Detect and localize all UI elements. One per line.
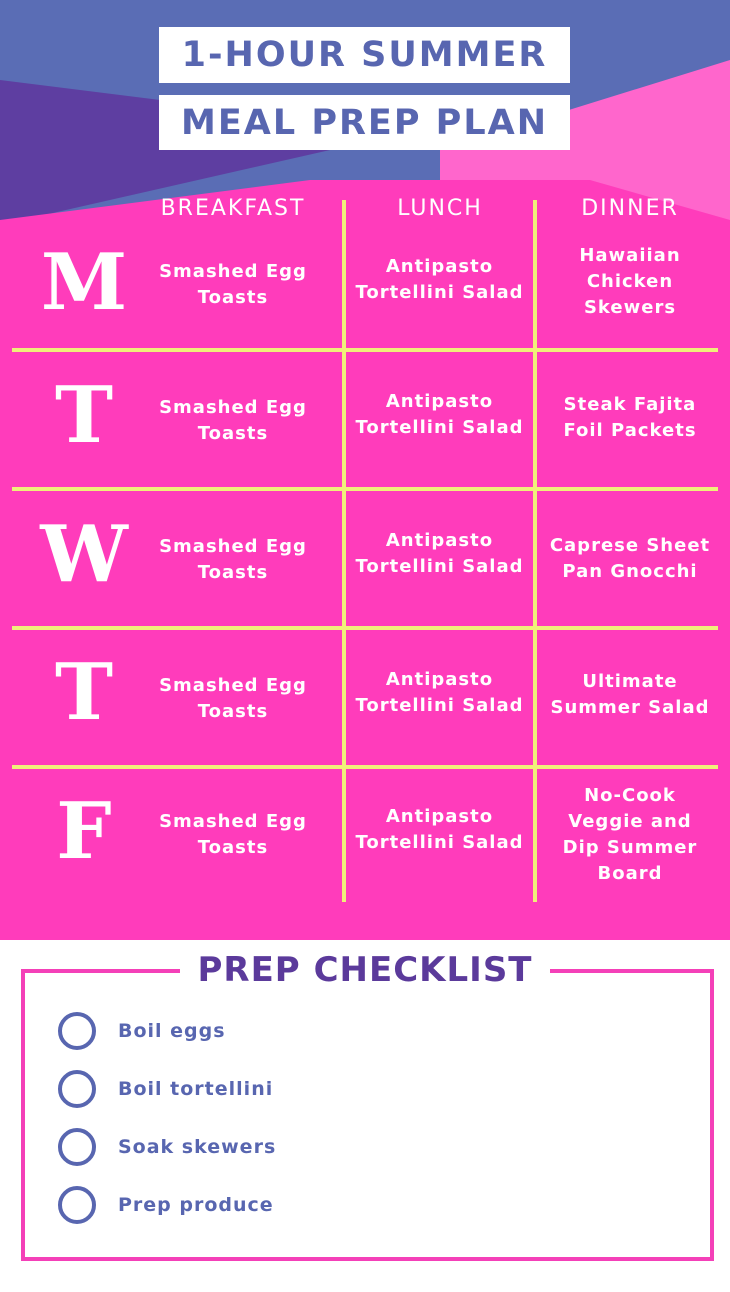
breakfast-cell: Smashed Egg Toasts [159, 675, 307, 722]
checklist-item-label: Soak skewers [118, 1136, 277, 1158]
day-letter: F [56, 786, 112, 877]
circle-checkbox-icon[interactable] [58, 1012, 96, 1050]
breakfast-cell: Smashed Egg Toasts [159, 397, 307, 444]
breakfast-cell: Smashed Egg Toasts [159, 261, 307, 308]
day-letter: W [40, 509, 128, 600]
row-divider [12, 487, 718, 491]
row-divider [12, 765, 718, 769]
day-letter: M [40, 237, 128, 328]
dinner-cell: No-Cook Veggie and Dip Summer Board [562, 785, 698, 884]
dinner-cell: Steak Fajita Foil Packets [563, 394, 697, 441]
dinner-cell: Ultimate Summer Salad [550, 671, 710, 718]
checklist-item-label: Prep produce [118, 1194, 274, 1216]
dinner-cell: Caprese Sheet Pan Gnocchi [549, 535, 711, 582]
lunch-cell: Antipasto Tortellini Salad [355, 391, 524, 438]
day-letter: T [54, 647, 114, 738]
checklist-item-label: Boil eggs [118, 1020, 226, 1042]
row-divider [12, 348, 718, 352]
checklist-item[interactable] [58, 1069, 273, 1109]
circle-checkbox-icon[interactable] [58, 1128, 96, 1166]
breakfast-cell: Smashed Egg Toasts [159, 536, 307, 583]
page-title-line-2: MEAL PREP PLAN [159, 95, 570, 150]
day-letter: T [54, 370, 114, 461]
row-divider [12, 626, 718, 630]
checklist-item[interactable] [58, 1011, 226, 1051]
column-divider [533, 200, 537, 902]
lunch-cell: Antipasto Tortellini Salad [355, 530, 524, 577]
prep-checklist-title: PREP CHECKLIST [180, 947, 550, 993]
column-header-breakfast: BREAKFAST [160, 196, 306, 221]
circle-checkbox-icon[interactable] [58, 1186, 96, 1224]
lunch-cell: Antipasto Tortellini Salad [355, 256, 524, 303]
checklist-item-label: Boil tortellini [118, 1078, 274, 1100]
checklist-item[interactable] [58, 1127, 276, 1167]
dinner-cell: Hawaiian Chicken Skewers [579, 245, 681, 318]
circle-checkbox-icon[interactable] [58, 1070, 96, 1108]
breakfast-cell: Smashed Egg Toasts [159, 811, 307, 858]
checklist-item[interactable] [58, 1185, 274, 1225]
column-header-dinner: DINNER [581, 196, 679, 221]
lunch-cell: Antipasto Tortellini Salad [355, 806, 524, 853]
column-header-lunch: LUNCH [397, 196, 483, 221]
lunch-cell: Antipasto Tortellini Salad [355, 669, 524, 716]
page-title-line-1: 1-HOUR SUMMER [159, 27, 570, 83]
